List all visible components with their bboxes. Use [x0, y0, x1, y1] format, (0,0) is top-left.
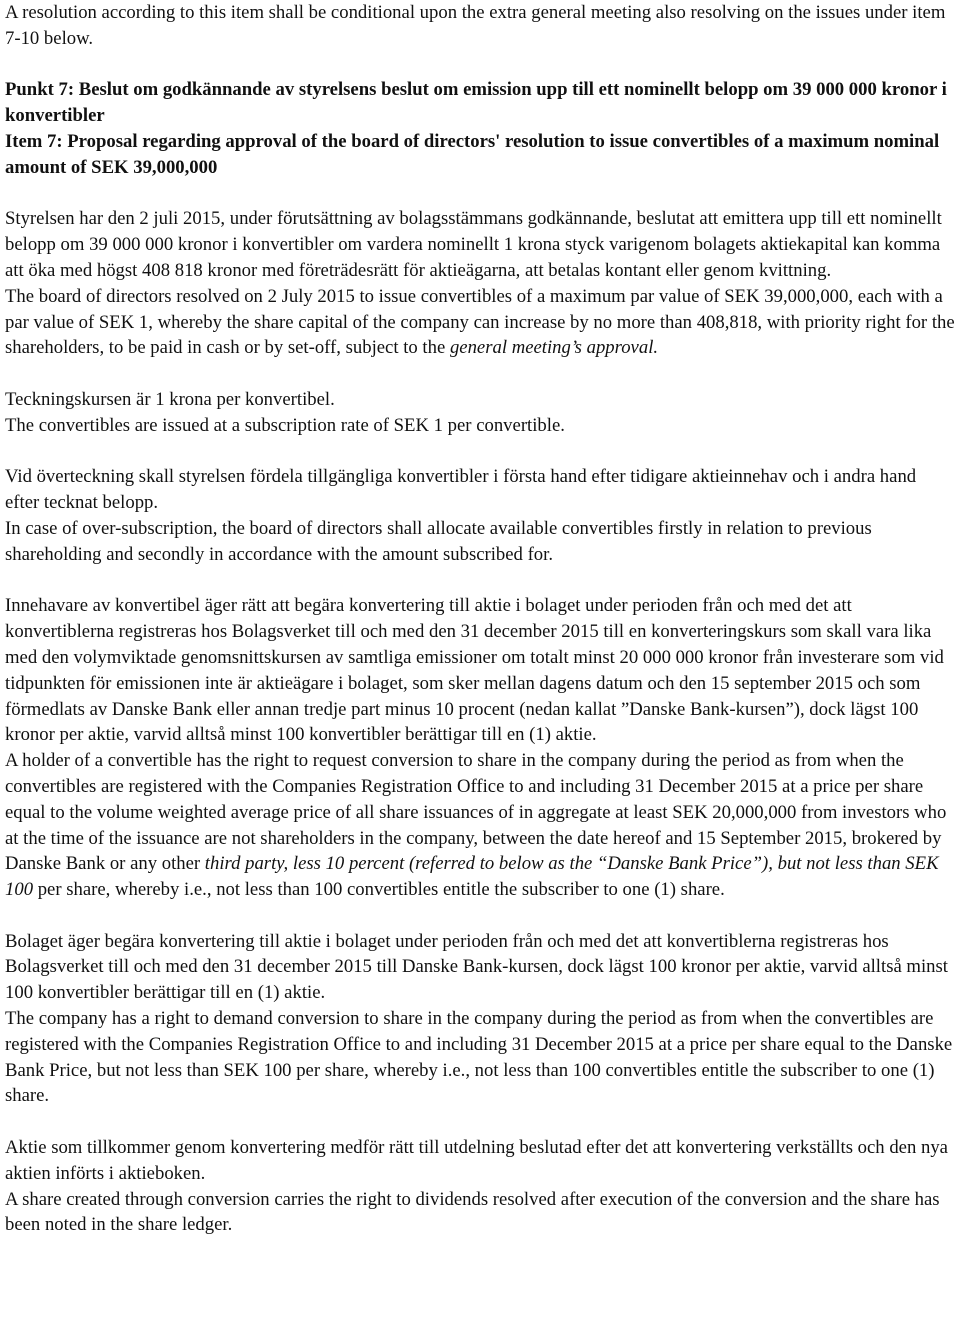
- heading-english: Item 7: Proposal regarding approval of the board of directors' resolution to issue convertibles of a maximum nominal amount of SEK 39,000,000: [5, 130, 940, 178]
- paragraph-5-english: The company has a right to demand conversion to share in the company during the period as from when the convertibles are registered with the Companies Registration Office to and including 31 December 2015 at a price per share equal to the Danske Bank Price, but not less than SEK 100 per share, whereby i.e., not less than 100 convertibles entitle the subscriber to one (1) share.: [5, 1008, 953, 1107]
- paragraph-1-english-italic: general meeting’s approval.: [449, 337, 659, 359]
- spacer: [5, 903, 955, 929]
- document-page: [5, 0, 955, 1238]
- paragraph-1-english: [5, 284, 955, 361]
- intro-paragraph: A resolution according to this item shall be conditional upon the extra general meeting also resolving on the issues under item 7-10 below.: [5, 2, 946, 49]
- paragraph-4-english-text: A holder of a convertible has the right to request conversion to share in the company during the period as from when the convertibles are registered with the Companies Registration Office to and including 31 December 2015 at a price per share equal to the volume weighted average price of all share issuances of in aggregate at least SEK 20,000,000 from investors who at the time of the issuance are not shareholders in the company, between the date hereof and 15 September 2015, brokered by Danske Bank or any other: [5, 750, 947, 875]
- paragraph-2-swedish: Teckningskursen är 1 krona per konvertibel.: [5, 388, 335, 410]
- spacer: [5, 181, 955, 207]
- paragraph-2-english: The convertibles are issued at a subscription rate of SEK 1 per convertible.: [5, 414, 565, 436]
- paragraph-4-english-tail: per share, whereby i.e., not less than 100 convertibles entitle the subscriber to one (1) share.: [33, 879, 725, 901]
- paragraph-6-swedish: Aktie som tillkommer genom konvertering medför rätt till utdelning beslutad efter det att konvertering verkställts och den nya aktien införts i aktieboken.: [5, 1137, 948, 1184]
- spacer: [5, 439, 955, 465]
- heading-swedish: Punkt 7: Beslut om godkännande av styrelsens beslut om emission upp till ett nominellt belopp om 39 000 000 kronor i konvertibler: [5, 79, 947, 127]
- paragraph-4-english: [5, 748, 955, 903]
- paragraph-4-english-italic: third party, less 10 percent (referred to below as the “Danske Bank Price”), but not less than SEK 100: [5, 853, 939, 901]
- paragraph-3-english: In case of over-subscription, the board of directors shall allocate available convertibles firstly in relation to previous shareholding and secondly in accordance with the amount subscribed for.: [5, 517, 872, 565]
- paragraph-1-english-text: The board of directors resolved on 2 July 2015 to issue convertibles of a maximum par value of SEK 39,000,000, each with a par value of SEK 1, whereby the share capital of the company can increase by no more than 408,818, with priority right for the shareholders, to be paid in cash or by set-off, subject to the: [5, 285, 955, 359]
- paragraph-1-swedish: Styrelsen har den 2 juli 2015, under förutsättning av bolagsstämmans godkännande, beslutat att emittera upp till ett nominellt belopp om 39 000 000 kronor i konvertibler om vardera nominellt 1 krona styck varigenom bolagets aktiekapital kan komma att öka med högst 408 818 kronor med företrädesrätt för aktieägarna, att betalas kontant eller genom kvittning.: [5, 208, 942, 281]
- paragraph-3-swedish: Vid överteckning skall styrelsen fördela tillgängliga konvertibler i första hand efter tidigare aktieinnehav och i andra hand efter tecknat belopp.: [5, 466, 917, 514]
- spacer: [5, 1109, 955, 1135]
- spacer: [5, 361, 955, 387]
- paragraph-6-english: A share created through conversion carries the right to dividends resolved after execution of the conversion and the share has been noted in the share ledger.: [5, 1188, 940, 1236]
- spacer: [5, 568, 955, 594]
- paragraph-4-swedish: Innehavare av konvertibel äger rätt att begära konvertering till aktie i bolaget under perioden från och med det att konvertiblerna registreras hos Bolagsverket till och med den 31 december 2015 till en konverteringskurs som skall vara lika med den volymviktade genomsnittskursen av samtliga emissioner om totalt minst 20 000 000 kronor från investerare som vid tidpunkten för emissionen inte är aktieägare i bolaget, som sker mellan dagens datum och den 15 september 2015 och som förmedlats av Danske Bank eller annan tredje part minus 10 procent (nedan kallat ”Danske Bank-kursen”), dock lägst 100 kronor per aktie, varvid alltså minst 100 konvertibler berättigar till en (1) aktie.: [5, 595, 944, 746]
- spacer: [5, 52, 955, 78]
- paragraph-5-swedish: Bolaget äger begära konvertering till aktie i bolaget under perioden från och med det att konvertiblerna registreras hos Bolagsverket till och med den 31 december 2015 till Danske Bank-kursen, dock lägst 100 kronor per aktie, varvid alltså minst 100 konvertibler berättigar till en (1) aktie.: [5, 930, 948, 1004]
